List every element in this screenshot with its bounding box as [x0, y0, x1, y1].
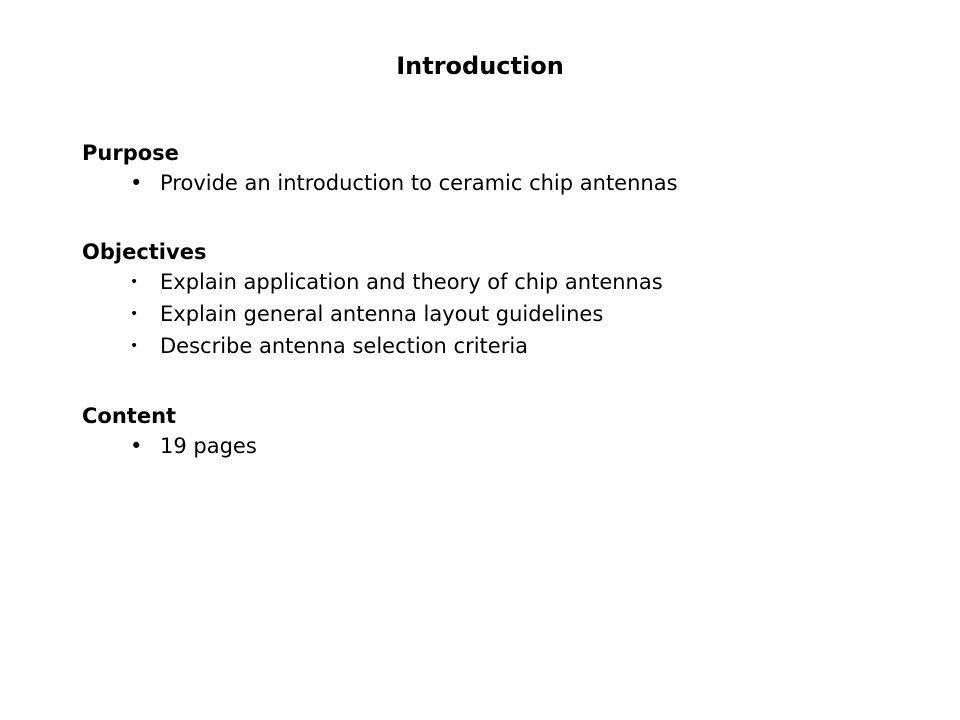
bullet-icon: •	[130, 338, 139, 354]
section-heading-content: Content	[82, 404, 177, 428]
section-heading-objectives: Objectives	[82, 240, 207, 264]
section-content	[82, 402, 882, 462]
bullet-text: Explain general antenna layout guidelines	[160, 302, 604, 326]
bullet-icon: •	[130, 171, 143, 195]
section-purpose	[82, 139, 882, 199]
slide-title: Introduction	[396, 52, 564, 80]
bullet-list-content	[82, 430, 882, 462]
section-heading-purpose: Purpose	[82, 141, 179, 165]
bullet-text: Explain application and theory of chip antennas	[160, 270, 663, 294]
bullet-icon: •	[130, 306, 139, 322]
section-objectives	[82, 238, 882, 362]
bullet-list-objectives	[82, 266, 882, 362]
bullet-text: 19 pages	[160, 434, 257, 458]
bullet-list-purpose	[82, 167, 882, 199]
bullet-icon: •	[130, 274, 139, 290]
bullet-item	[82, 430, 882, 462]
bullet-item	[82, 330, 882, 362]
bullet-item	[82, 167, 882, 199]
bullet-text: Provide an introduction to ceramic chip antennas	[160, 171, 678, 195]
bullet-item	[82, 298, 882, 330]
bullet-text: Describe antenna selection criteria	[160, 334, 529, 358]
bullet-item	[82, 266, 882, 298]
bullet-icon: •	[130, 434, 143, 458]
